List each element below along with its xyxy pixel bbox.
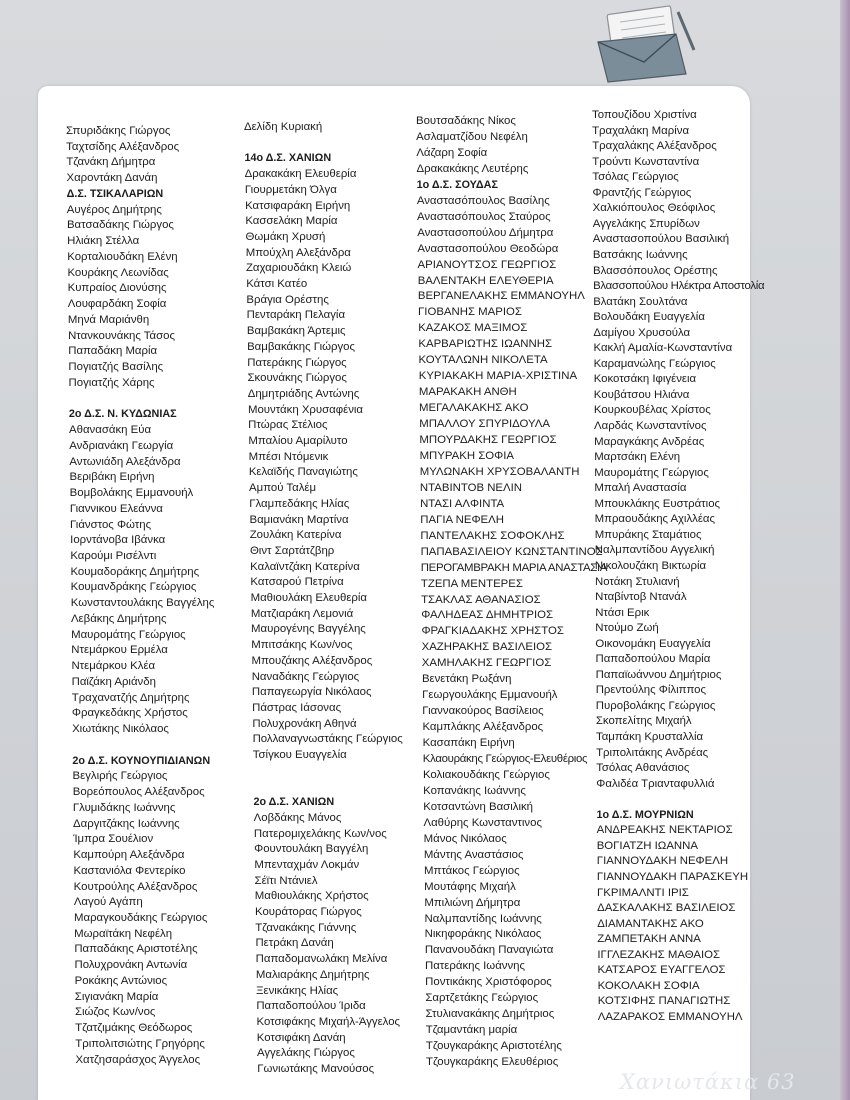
- name-entry: Λουφαρδάκη Σοφία: [67, 298, 167, 311]
- name-entry: Κουράκης Λεωνίδας: [67, 266, 169, 279]
- section-heading: Δ.Σ. ΤΣΙΚΑΛΑΡΙΩΝ: [66, 187, 164, 200]
- name-entry: Τζατζιμάκης Θεόδωρος: [75, 1022, 193, 1035]
- name-entry: ΜΠΟΥΡΔΑΚΗΣ ΓΕΩΡΓΙΟΣ: [419, 434, 557, 446]
- name-entry: Βεριβάκη Ειρήνη: [69, 471, 155, 484]
- name-entry: ΓΚΡΙΜΑΛΝΤΙ ΙΡΙΣ: [597, 886, 689, 899]
- name-entry: Χαλκιόπουλος Θεόφιλος: [592, 202, 716, 215]
- name-entry: Τραχανατζής Δημήτρης: [71, 691, 190, 704]
- name-entry: ΙΓΓΛΕΖΑΚΗΣ ΜΑΘΑΙΟΣ: [597, 948, 721, 961]
- name-entry: Κλαουράκης Γεώργιος-Ελευθέριος: [422, 753, 588, 765]
- name-entry: Κοπανάκης Ιωάννης: [423, 784, 526, 797]
- name-entry: Ταχτσίδης Αλέξανδρος: [66, 140, 180, 153]
- name-entry: Σιώζος Κων/νος: [74, 1006, 156, 1019]
- name-entry: Μπαλή Αναστασία: [594, 482, 687, 495]
- name-entry: Βατσαδάκης Γιώργος: [66, 219, 174, 232]
- name-entry: Θιντ Σαρτάτζβηρ: [249, 544, 335, 557]
- name-entry: Πάστρας Ιάσονας: [252, 701, 342, 714]
- name-entry: Τζουγκαράκης Ελευθέριος: [426, 1056, 559, 1069]
- name-entry: Κολιακουδάκης Γεώργιος: [422, 768, 550, 781]
- name-entry: Τζουγκαράκης Αριστοτέλης: [425, 1040, 562, 1053]
- name-entry: Βεγλιρής Γεώργιος: [72, 770, 168, 783]
- name-entry: Κωνσταντουλάκης Βαγγέλης: [70, 597, 215, 610]
- name-entry: Ίμπρα Σουέλιον: [73, 833, 154, 846]
- name-entry: Οικονομάκη Ευαγγελία: [595, 637, 711, 650]
- name-entry: Βλασσοπούλου Ηλέκτρα Αποστολία: [593, 280, 765, 293]
- name-entry: Κορταλιουδάκη Ελένη: [67, 250, 178, 263]
- name-entry: Τρούντι Κωνσταντίνα: [592, 155, 700, 168]
- name-entry: Φαλιδέα Τριανταφυλλιά: [596, 777, 715, 790]
- name-entry: Λαγού Αγάπη: [73, 896, 143, 909]
- name-entry: ΚΑΡΒΑΡΙΩΤΗΣ ΙΩΑΝΝΗΣ: [418, 338, 553, 351]
- name-entry: Τζανακάκης Γιάννης: [255, 921, 357, 934]
- name-entry: Μπουκλάκης Ευστράτιος: [594, 497, 721, 510]
- name-entry: Καραμανώλης Γεώργιος: [593, 357, 716, 370]
- name-entry: ΖΑΜΠΕΤΑΚΗ ΑΝΝΑ: [597, 933, 701, 946]
- name-entry: Αυγέρος Δημήτρης: [66, 203, 162, 216]
- page-edge: [840, 0, 850, 1100]
- name-entry: Τραχαλάκης Αλέξανδρος: [592, 140, 717, 153]
- name-entry: ΝΤΑΣΙ ΑΛΦΙΝΤΑ: [420, 497, 505, 510]
- name-entry: Πατερομιχελάκης Κων/νος: [253, 827, 387, 840]
- name-entry: Ναναδάκης Γεώργιος: [251, 670, 360, 683]
- name-entry: ΚΑΖΑΚΟΣ ΜΑΞΙΜΟΣ: [418, 322, 528, 335]
- name-entry: Σιγιανάκη Μαρία: [74, 990, 159, 1003]
- name-entry: ΚΥΡΙΑΚΑΚΗ ΜΑΡΙΑ-ΧΡΙΣΤΙΝΑ: [418, 370, 578, 383]
- name-entry: ΑΝΔΡΕΑΚΗΣ ΝΕΚΤΑΡΙΟΣ: [596, 824, 733, 837]
- name-entry: Μπτάκος Γεώργιος: [423, 864, 520, 877]
- name-entry: Παπαδάκη Μαρία: [68, 345, 158, 358]
- name-entry: Δρακακάκης Λευτέρης: [416, 162, 529, 175]
- name-entry: Ντανκουνάκης Τάσος: [68, 329, 175, 342]
- name-entry: Μαθιουλάκης Χρήστος: [254, 890, 369, 903]
- name-entry: Καλαϊντζάκη Κατερίνα: [250, 560, 360, 573]
- name-entry: Ηλιάκη Στέλλα: [67, 235, 140, 248]
- name-entry: Βαμβακάκης Γιώργος: [247, 340, 355, 353]
- name-entry: Πτώρας Στέλιος: [248, 419, 328, 432]
- name-entry: Βατσάκης Ιωάννης: [592, 248, 688, 261]
- name-entry: Μπιτσάκης Κων/νος: [251, 639, 353, 652]
- name-entry: Πολυχρονάκη Αντωνία: [74, 959, 188, 972]
- section-heading: 2ο Δ.Σ. ΚΟΥΝΟΥΠΙΔΙΑΝΩΝ: [72, 754, 211, 767]
- name-entry: ΒΕΡΓΑΝΕΛΑΚΗΣ ΕΜΜΑΝΟΥΗΛ: [417, 290, 585, 303]
- name-entry: Αναστασόπουλος Βασίλης: [416, 194, 550, 207]
- section-heading: 1ο Δ.Σ. ΜΟΥΡΝΙΩΝ: [596, 808, 694, 821]
- section-heading: 2ο Δ.Σ. ΧΑΝΙΩΝ: [253, 796, 335, 809]
- name-entry: Αναστασοπούλου Βασιλική: [592, 233, 730, 246]
- name-entry: Ντεμάρκου Κλέα: [71, 660, 156, 673]
- name-entry: Πυροβολάκης Γεώργιος: [595, 699, 716, 712]
- name-entry: Βομβολάκης Εμμανουήλ: [69, 487, 194, 500]
- name-entry: Κακλή Αμαλία-Κωνσταντίνα: [593, 342, 733, 355]
- name-entry: Φουντουλάκη Βαγγέλη: [254, 843, 369, 856]
- name-entry: Κάτσι Κατέο: [246, 278, 308, 290]
- name-entry: Ντεμάρκου Ερμέλα: [71, 644, 168, 657]
- name-entry: Κατσαρού Πετρίνα: [250, 576, 344, 589]
- name-entry: Μπούχλη Αλεξάνδρα: [245, 246, 351, 259]
- name-entry: Μωραϊτάκη Νεφέλη: [74, 927, 173, 940]
- name-entry: Μπαλίου Αμαρίλυτο: [248, 435, 348, 447]
- name-entry: Ταμπάκη Κρυσταλλία: [596, 731, 704, 743]
- name-entry: Κουρκουβέλας Χρίστος: [593, 404, 711, 417]
- name-entry: Κασσελάκη Μαρία: [245, 215, 338, 228]
- name-entry: Νοτάκη Στυλιανή: [595, 575, 680, 588]
- name-entry: ΒΟΓΙΑΤΖΗ ΙΩΑΝΝΑ: [596, 839, 698, 852]
- envelope-icon: [592, 4, 702, 84]
- name-entry: Κασαπάκη Ειρήνη: [422, 737, 515, 750]
- name-entry: Τοπουζίδου Χριστίνα: [592, 109, 697, 121]
- name-entry: Βράγια Ορέστης: [246, 293, 329, 306]
- name-entry: ΓΙΟΒΑΝΗΣ ΜΑΡΙΟΣ: [418, 306, 522, 319]
- name-entry: Λαρδάς Κωνσταντίνος: [594, 420, 707, 432]
- name-entry: Ποντικάκης Χριστόφορος: [425, 976, 552, 989]
- name-entry: Χατζησαράσχος Άγγελος: [75, 1053, 201, 1066]
- name-entry: ΜΥΛΩΝΑΚΗ ΧΡΥΣΟΒΑΛΑΝΤΗ: [419, 465, 580, 478]
- name-entry: Βορεόπουλος Αλέξανδρος: [72, 786, 205, 799]
- name-entry: Μπυράκης Σταμάτιος: [594, 528, 702, 541]
- name-entry: Ασλαματζίδου Νεφέλη: [416, 130, 528, 143]
- name-entry: ΚΟΥΤΑΛΩΝΗ ΝΙΚΟΛΕΤΑ: [418, 354, 548, 367]
- name-entry: Σέϊτι Ντάνιελ: [254, 874, 318, 887]
- name-entry: Πογιατζής Βασίλης: [68, 361, 164, 374]
- name-entry: Πολυχρονάκη Αθηνά: [252, 717, 357, 730]
- name-entry: ΧΑΜΗΛΑΚΗΣ ΓΕΩΡΓΙΟΣ: [421, 657, 552, 670]
- name-entry: Τζανάκη Δήμητρα: [66, 156, 156, 169]
- name-entry: ΤΣΑΚΛΑΣ ΑΘΑΝΑΣΙΟΣ: [421, 593, 541, 606]
- name-entry: Ντούμο Ζωή: [595, 622, 659, 635]
- name-entry: Μουτάφης Μιχαήλ: [424, 880, 516, 893]
- name-entry: Μαθιουλάκη Ελευθερία: [250, 592, 368, 604]
- name-entry: Γλαμπεδάκης Ηλίας: [249, 497, 350, 510]
- name-entry: Ζαχαριουδάκη Κλειώ: [245, 262, 352, 275]
- name-entry: ΤΖΕΠΑ ΜΕΝΤΕΡΕΣ: [420, 577, 523, 590]
- name-entry: Πενταράκη Πελαγία: [246, 309, 346, 322]
- name-entry: Κυπραίος Διονύσης: [67, 282, 167, 295]
- name-entry: Αγγελάκης Γιώργος: [256, 1047, 355, 1060]
- name-entry: Τραχαλάκη Μαρίνα: [592, 124, 690, 137]
- name-entry: Παπαδοπούλου Ίριδα: [256, 1000, 366, 1013]
- name-entry: Ανδριανάκη Γεωργία: [69, 439, 174, 452]
- name-entry: ΒΑΛΕΝΤΑΚΗ ΕΛΕΥΘΕΡΙΑ: [417, 274, 554, 287]
- name-entry: ΜΠΥΡΑΚΗ ΣΟΦΙΑ: [419, 449, 514, 462]
- name-entry: Θωμάκη Χρυσή: [245, 230, 326, 243]
- name-entry: Καμπλάκης Αλέξανδρος: [422, 721, 544, 734]
- section-heading: 1ο Δ.Σ. ΣΟΥΔΑΣ: [416, 178, 498, 191]
- name-entry: Γωνιωτάκης Μανούσος: [257, 1063, 375, 1075]
- name-entry: Παπαδομανωλάκη Μελίνα: [255, 953, 388, 966]
- name-entry: Κατσιφαράκη Ειρήνη: [245, 199, 351, 212]
- name-entry: Πρεντούλης Φίλιππος: [595, 684, 706, 697]
- name-entry: Αθανασάκη Εύα: [69, 424, 152, 437]
- name-entry: Παπαϊωάννου Δημήτριος: [595, 668, 722, 681]
- name-entry: Μπιλιώνη Δήμητρα: [424, 896, 521, 909]
- name-entry: Λεβάκης Δημήτρης: [70, 612, 167, 625]
- name-entry: Τζαμαντάκη μαρία: [425, 1024, 518, 1037]
- name-entry: Αμπού Ταλέμ: [249, 482, 317, 495]
- name-entry: Κοτσιφάκη Δανάη: [256, 1031, 346, 1044]
- name-entry: Νικολουζάκη Βικτωρία: [594, 559, 707, 572]
- name-entry: Γιαννικου Ελεάννα: [69, 502, 163, 515]
- name-entry: ΓΙΑΝΝΟΥΔΑΚΗ ΠΑΡΑΣΚΕΥΗ: [596, 870, 749, 883]
- name-entry: Νικηφοράκης Νικόλαος: [424, 928, 542, 941]
- name-entry: ΜΑΡΑΚΑΚΗ ΑΝΘΗ: [418, 386, 517, 399]
- name-entry: Σκουνάκης Γιώργος: [247, 372, 347, 385]
- name-entry: Δρακακάκη Ελευθερία: [244, 168, 357, 181]
- name-entry: ΠΑΓΙΑ ΝΕΦΕΛΗ: [420, 513, 504, 526]
- name-entry: Χαροντάκη Δανάη: [66, 172, 158, 185]
- name-entry: Μαυρογένης Βαγγέλης: [251, 623, 366, 636]
- name-entry: Γιάνστος Φώτης: [70, 518, 152, 531]
- name-entry: Μάντης Αναστάσιος: [423, 848, 524, 861]
- name-entry: Δελίδη Κυριακή: [244, 121, 323, 133]
- name-entry: Κουμαδοράκης Δημήτρης: [70, 565, 200, 578]
- name-entry: Ξενικάκης Ηλίας: [256, 984, 339, 997]
- name-entry: Λαθύρης Κωνσταντινος: [423, 816, 542, 829]
- name-entry: Κοκοτσάκη Ιφιγένεια: [593, 373, 697, 386]
- name-entry: Καρούμι Ρισέλντι: [70, 549, 157, 562]
- name-entry: ΧΑΖΗΡΑΚΗΣ ΒΑΣΙΛΕΙΟΣ: [421, 641, 553, 654]
- name-entry: Ζουλάκη Κατερίνα: [249, 529, 342, 542]
- name-entry: Πολλαναγνωστάκης Γεώργιος: [252, 733, 403, 746]
- name-entry: Κουράτορας Γιώργος: [255, 906, 362, 918]
- section-heading: 14ο Δ.Σ. ΧΑΝΙΩΝ: [244, 152, 332, 165]
- name-entry: Βουτσαδάκης Νίκος: [416, 115, 516, 127]
- name-entry: Γλυμιδάκης Ιωάννης: [72, 801, 176, 814]
- name-entry: Μηνά Μαριάνθη: [67, 313, 150, 326]
- name-entry: Μαυρομάτης Γεώργιος: [71, 628, 186, 641]
- name-entry: Ντάσι Ερικ: [595, 606, 650, 619]
- name-entry: Αναστασοπούλου Θεοδώρα: [417, 242, 559, 255]
- name-entry: Μάνος Νικόλαος: [423, 832, 507, 845]
- name-entry: Ναλμπαντίδου Αγγελική: [594, 544, 715, 557]
- name-entry: Βλασσόπουλος Ορέστης: [593, 264, 718, 277]
- name-entry: Μπενταχμάν Λοκμάν: [254, 858, 360, 871]
- section-heading: 2ο Δ.Σ. Ν. ΚΥΔΩΝΙΑΣ: [68, 408, 177, 421]
- name-entry: Μουντάκη Χρυσαφένια: [247, 403, 364, 416]
- name-entry: Γιαννακούρος Βασίλειος: [422, 705, 544, 718]
- name-entry: Πογιατζής Χάρης: [68, 376, 155, 389]
- name-entry: Μπουζάκης Αλέξανδρος: [251, 654, 373, 667]
- name-entry: Γιουρμετάκη Όλγα: [244, 183, 337, 196]
- name-entry: Πανανουδάκη Παναγιώτα: [424, 944, 554, 957]
- name-entry: Ιορντάνοβα Ιβάνκα: [70, 534, 166, 547]
- name-entry: Ροκάκης Αντώνιος: [74, 974, 168, 987]
- name-entry: ΚΟΤΣΙΦΗΣ ΠΑΝΑΓΙΩΤΗΣ: [597, 995, 731, 1008]
- name-entry: Παϊζάκη Αριάνδη: [71, 675, 156, 688]
- name-entry: Φραντζής Γεώργιος: [592, 186, 692, 199]
- name-entry: ΠΕΡΟΓΑΜΒΡΑΚΗ ΜΑΡΙΑ ΑΝΑΣΤΑΣΙΑ: [420, 561, 608, 574]
- name-entry: ΦΡΑΓΚΙΑΔΑΚΗΣ ΧΡΗΣΤΟΣ: [421, 625, 564, 638]
- name-entry: Τριπολιτσιώτης Γρηγόρης: [75, 1037, 205, 1050]
- page-footer: Χανιωτάκια 63: [620, 1070, 796, 1094]
- name-entry: Κελαϊδής Παναγιώτης: [248, 466, 358, 479]
- name-entry: Δαργιτζάκης Ιωάννης: [73, 817, 180, 830]
- name-entry: Κοτσιφάκης Μιχαήλ-Άγγελος: [256, 1015, 401, 1028]
- name-entry: Μαρτσάκη Ελένη: [594, 451, 681, 464]
- name-entry: Καστανιόλα Φεντερίκο: [73, 864, 186, 877]
- name-entry: ΜΕΓΑΛΑΚΑΚΗΣ ΑΚΟ: [419, 402, 529, 415]
- name-entry: Βαμβακάκη Άρτεμις: [246, 325, 346, 338]
- name-entry: Πατεράκης Γιώργος: [247, 356, 347, 369]
- name-entry: Αντωνιάδη Αλεξάνδρα: [69, 455, 181, 468]
- name-entry: Ματζιαράκη Λεμονιά: [250, 607, 354, 620]
- name-entry: Παπαδάκης Αριστοτέλης: [74, 943, 198, 956]
- name-entry: Κουτρούλης Αλέξανδρος: [73, 880, 198, 893]
- name-entry: Γεωργουλάκης Εμμανουήλ: [422, 689, 558, 702]
- name-entry: Πετράκη Δανάη: [255, 937, 334, 950]
- name-entry: Κουμανδράκης Γεώργιος: [70, 581, 197, 594]
- name-entry: Τσόλας Γεώργιος: [592, 171, 679, 184]
- name-entry: Βενετάκη Ρωξάνη: [421, 673, 512, 686]
- name-entry: Μπραουδάκης Αχιλλέας: [594, 513, 715, 526]
- name-entry: Βολουδάκη Ευαγγελία: [593, 311, 705, 324]
- name-entry: Ναλμπαντίδης Ιωάννης: [424, 912, 542, 925]
- names-panel: [38, 86, 765, 1100]
- name-entry: ΜΠΑΛΛΟΥ ΣΠΥΡΙΔΟΥΛΑ: [419, 418, 551, 431]
- name-entry: ΦΑΛΗΔΕΑΣ ΔΗΜΗΤΡΙΟΣ: [421, 609, 554, 622]
- name-entry: Στυλιανακάκης Δημήτριος: [425, 1008, 555, 1021]
- name-entry: ΠΑΠΑΒΑΣΙΛΕΙΟΥ ΚΩΝΣΤΑΝΤΙΝΟΣ: [420, 545, 603, 558]
- name-entry: ΚΑΤΣΑΡΟΣ ΕΥΑΓΓΕΛΟΣ: [597, 964, 726, 977]
- name-entry: Σπυριδάκης Γιώργος: [66, 125, 171, 137]
- name-entry: Μαυρομάτης Γεώργιος: [594, 466, 709, 479]
- name-entry: Χιωτάκης Νικόλαος: [72, 723, 169, 736]
- name-entry: ΚΟΚΟΛΑΚΗ ΣΟΦΙΑ: [597, 979, 700, 992]
- name-entry: Κοτσαντώνη Βασιλική: [423, 800, 534, 813]
- name-entry: Λάζαρη Σοφία: [416, 146, 488, 159]
- name-entry: ΠΑΝΤΕΛΑΚΗΣ ΣΟΦΟΚΛΗΣ: [420, 529, 565, 542]
- name-entry: Κουβάτσου Ηλιάνα: [593, 388, 690, 401]
- name-entry: Δαμίγου Χρυσούλα: [593, 326, 691, 339]
- name-entry: Σαρτζετάκης Γεώργιος: [425, 992, 539, 1005]
- name-entry: Μαλιαράκης Δημήτρης: [255, 968, 370, 981]
- name-entry: Παπαδοπούλου Μαρία: [595, 653, 711, 666]
- name-entry: Τριπολιτάκης Ανδρέας: [596, 746, 709, 759]
- name-entry: ΑΡΙΑΝΟΥΤΣΟΣ ΓΕΩΡΓΙΟΣ: [417, 258, 557, 271]
- name-entry: Μπέσι Ντόμενικ: [248, 450, 329, 463]
- name-entry: Τσόλας Αθανάσιος: [596, 762, 690, 775]
- name-entry: Αγγελάκης Σπυρίδων: [592, 217, 700, 230]
- name-entry: ΓΙΑΝΝΟΥΔΑΚΗ ΝΕΦΕΛΗ: [596, 855, 729, 868]
- name-entry: Λοβδάκης Μάνος: [253, 811, 342, 824]
- name-entry: Τσίγκου Ευαγγελία: [252, 749, 347, 761]
- name-entry: Καμπούρη Αλεξάνδρα: [73, 849, 185, 862]
- name-entry: ΔΙΑΜΑΝΤΑΚΗΣ ΑΚΟ: [597, 917, 704, 930]
- name-entry: Νταβίντοβ Ντανάλ: [595, 591, 687, 604]
- name-entry: Παπαγεωργία Νικόλαος: [251, 686, 372, 699]
- name-entry: ΛΑΖΑΡΑΚΟΣ ΕΜΜΑΝΟΥΗΛ: [597, 1010, 743, 1023]
- name-entry: Αναστασοπούλου Δήμητρα: [417, 226, 554, 239]
- name-entry: Βλατάκη Σουλτάνα: [593, 295, 688, 308]
- name-entry: Φραγκεδάκης Χρήστος: [71, 707, 188, 720]
- name-entry: Βαμιανάκη Μαρτίνα: [249, 513, 349, 526]
- name-entry: ΝΤΑΒΙΝΤΟΒ ΝΕΛΙΝ: [419, 481, 523, 494]
- name-entry: Σκοπελίτης Μιχαήλ: [595, 715, 692, 728]
- name-entry: Αναστασόπουλος Σταύρος: [417, 210, 551, 223]
- name-entry: Μαραγκάκης Ανδρέας: [594, 435, 705, 448]
- name-entry: ΔΑΣΚΑΛΑΚΗΣ ΒΑΣΙΛΕΙΟΣ: [597, 902, 736, 915]
- name-entry: Μαραγκουδάκης Γεώργιος: [74, 912, 208, 924]
- name-entry: Δημητριάδης Αντώνης: [247, 387, 360, 400]
- name-entry: Πατεράκης Ιωάννης: [425, 960, 525, 973]
